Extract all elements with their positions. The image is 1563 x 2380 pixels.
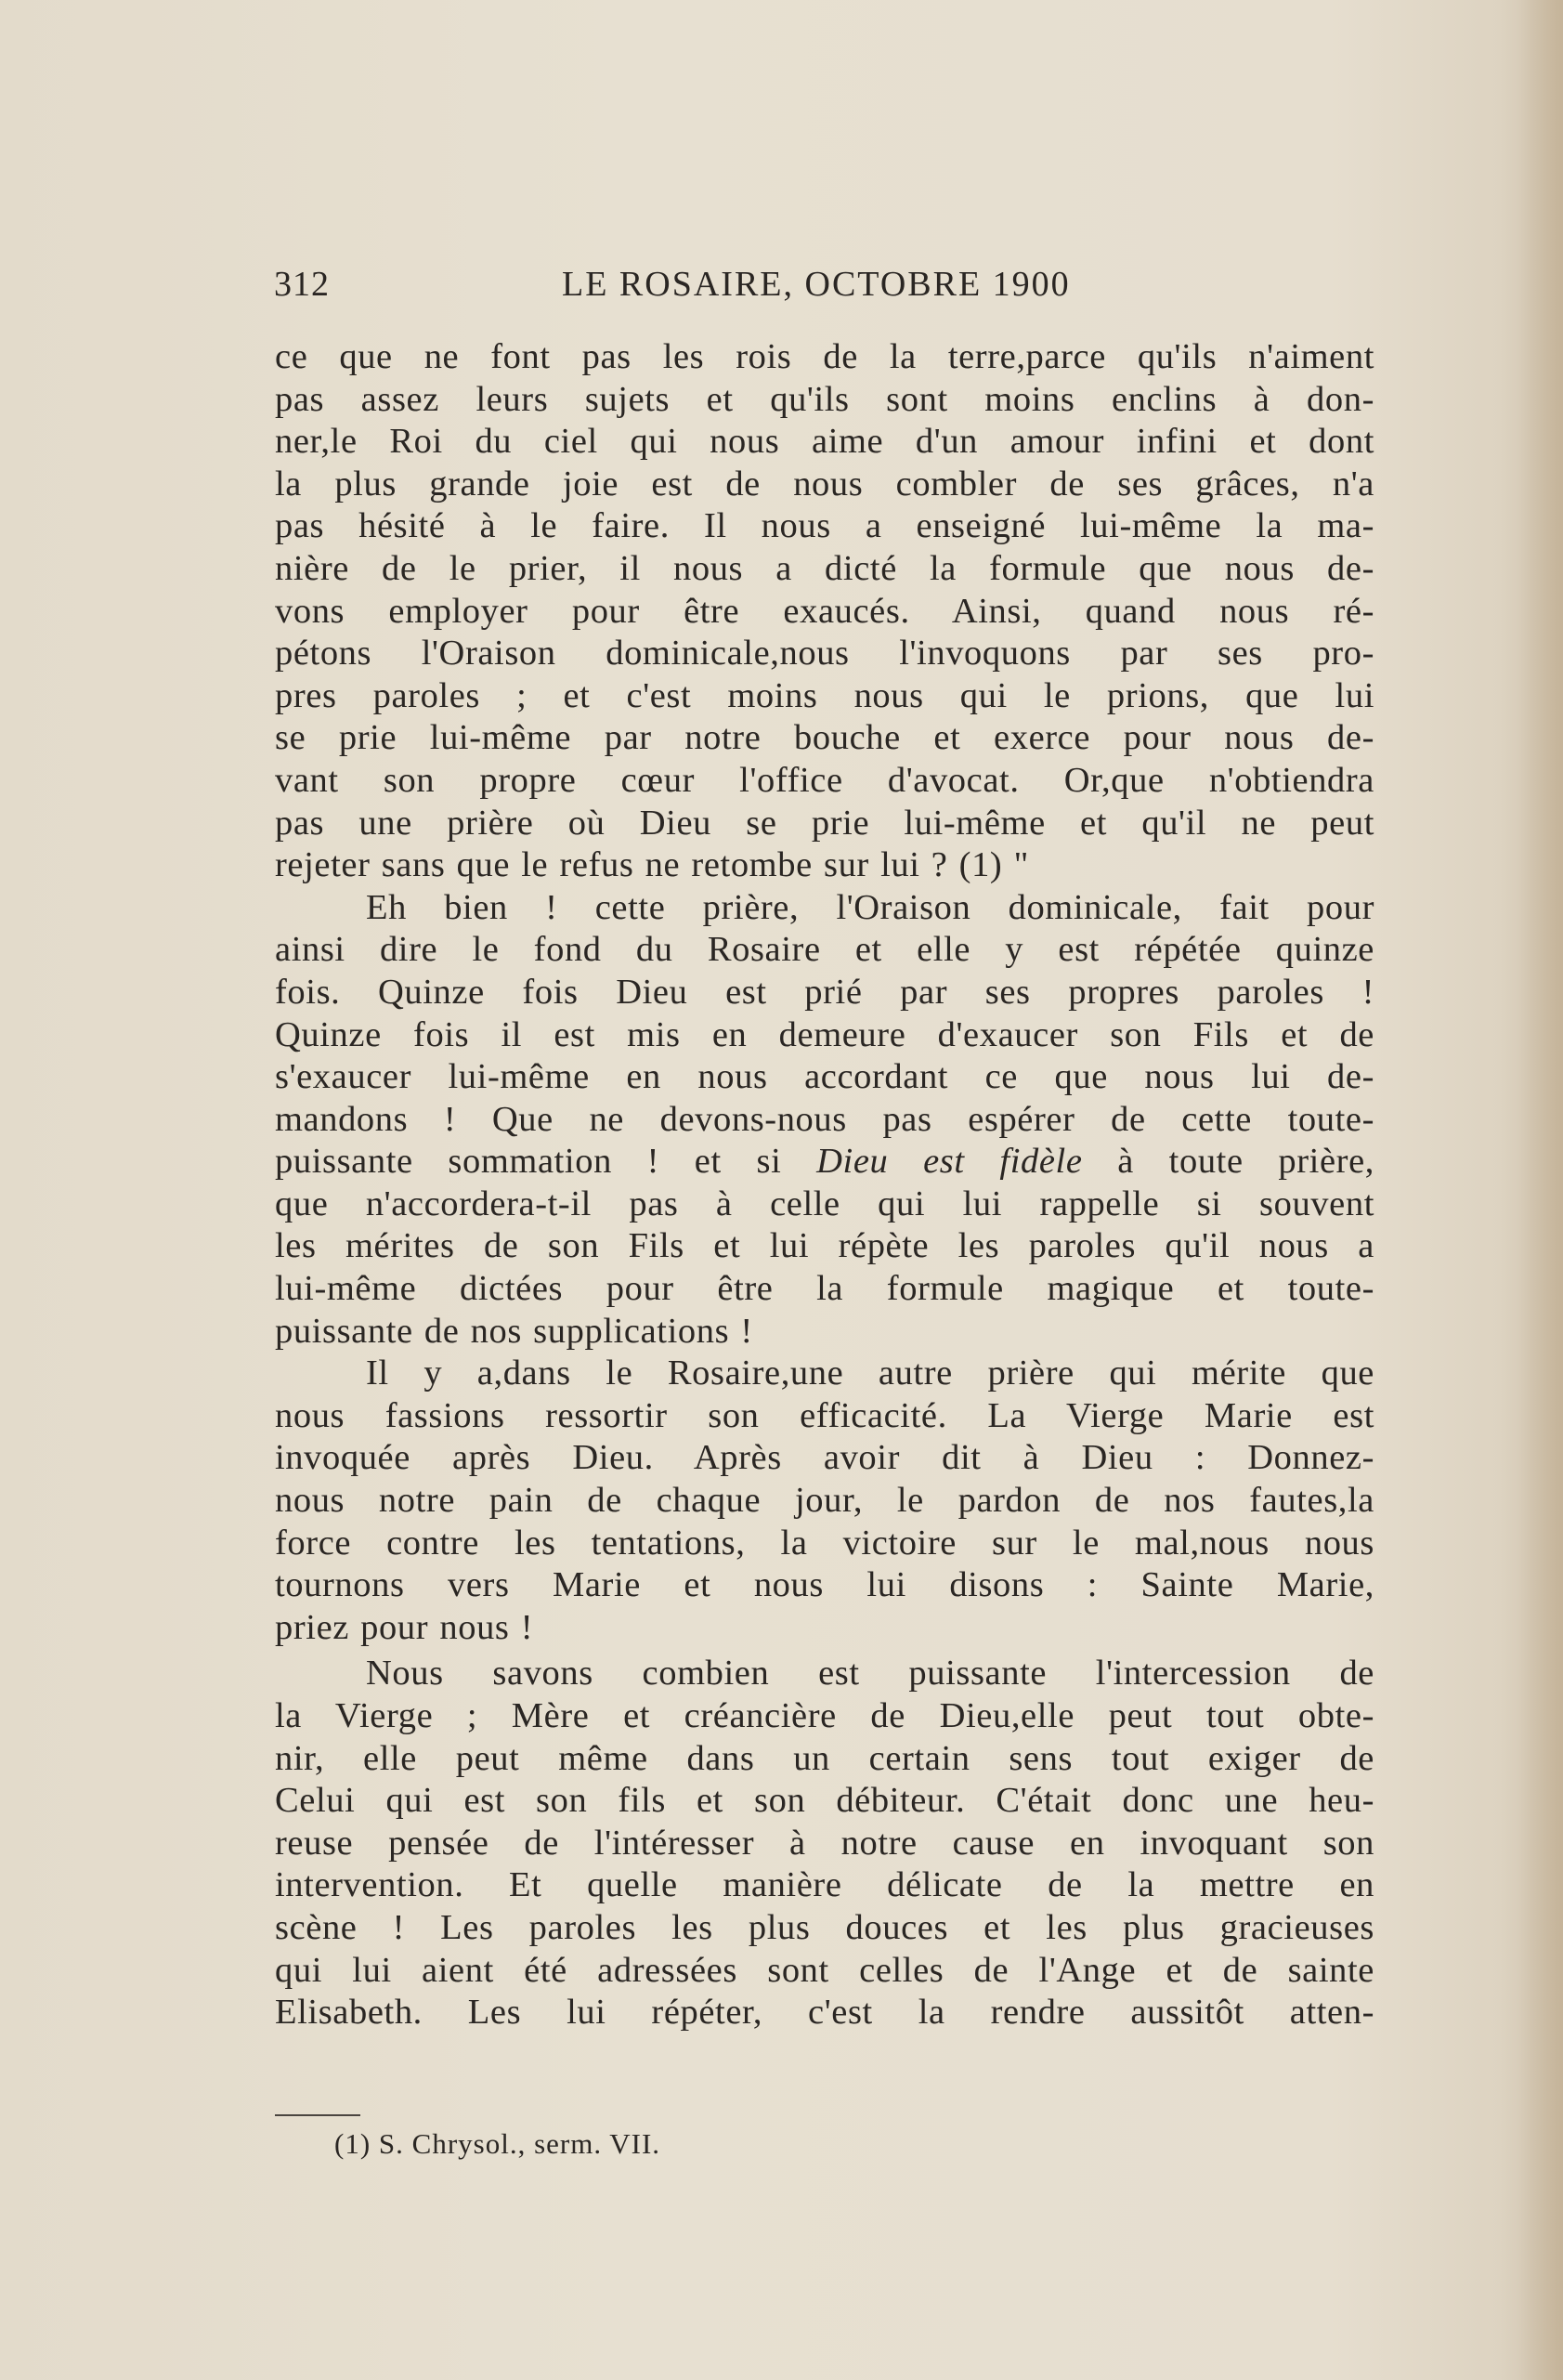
text-line: la Vierge ; Mère et créancière de Dieu,elle peut tout obte- xyxy=(275,1696,1374,1735)
text-segment: puissante sommation ! et si xyxy=(275,1142,782,1182)
text-segment: à toute prière, xyxy=(1082,1142,1374,1182)
text-line: qui lui aient été adressées sont celles de l'Ange et de sainte xyxy=(275,1950,1374,1990)
text-line: pres paroles ; et c'est moins nous qui le prions, que lui xyxy=(275,675,1374,715)
paragraph-start: Il y a,dans le Rosaire,une autre prière qui mérite que xyxy=(366,1353,1374,1393)
text-line: pétons l'Oraison dominicale,nous l'invoquons par ses pro- xyxy=(275,634,1374,673)
text-line: nir, elle peut même dans un certain sens tout exiger de xyxy=(275,1738,1374,1778)
footnote-divider xyxy=(275,2114,360,2116)
text-line: pas hésité à le faire. Il nous a enseigné lui-même la ma- xyxy=(275,506,1374,546)
text-line: vant son propre cœur l'office d'avocat. Or,que n'obtiendra xyxy=(275,760,1374,800)
text-line: intervention. Et quelle manière délicate de la mettre en xyxy=(275,1865,1374,1905)
text-line: vons employer pour être exaucés. Ainsi, quand nous ré- xyxy=(275,591,1374,631)
text-line: nière de le prier, il nous a dicté la formule que nous de- xyxy=(275,548,1374,588)
text-line: invoquée après Dieu. Après avoir dit à Dieu : Donnez- xyxy=(275,1438,1374,1478)
text-line-with-italic xyxy=(275,1141,1374,1183)
text-line: priez pour nous ! xyxy=(275,1607,534,1647)
text-line: tournons vers Marie et nous lui disons : Sainte Marie, xyxy=(275,1565,1374,1605)
italic-phrase: Dieu est fidèle xyxy=(816,1142,1083,1182)
text-line: nous notre pain de chaque jour, le pardon de nos fautes,la xyxy=(275,1481,1374,1521)
page-header xyxy=(274,260,1379,307)
text-line: scène ! Les paroles les plus douces et les plus gracieuses xyxy=(275,1907,1374,1947)
text-line: rejeter sans que le refus ne retombe sur lui ? (1) " xyxy=(275,845,1029,885)
text-line: ce que ne font pas les rois de la terre,parce qu'ils n'aiment xyxy=(275,337,1374,376)
body-text xyxy=(275,336,1374,2034)
text-line: la plus grande joie est de nous combler de ses grâces, n'a xyxy=(275,464,1374,503)
text-line: Elisabeth. Les lui répéter, c'est la rendre aussitôt atten- xyxy=(275,1993,1374,2033)
text-line: s'exaucer lui-même en nous accordant ce que nous lui de- xyxy=(275,1057,1374,1097)
running-head: LE ROSAIRE, OCTOBRE 1900 xyxy=(562,265,1071,304)
page-edge-shadow xyxy=(1518,0,1563,2380)
paragraph-start: Eh bien ! cette prière, l'Oraison dominicale, fait pour xyxy=(366,887,1374,927)
text-line: fois. Quinze fois Dieu est prié par ses propres paroles ! xyxy=(275,972,1374,1012)
text-line: Celui qui est son fils et son débiteur. C'était donc une heu- xyxy=(275,1781,1374,1821)
text-line: se prie lui-même par notre bouche et exerce pour nous de- xyxy=(275,718,1374,758)
text-line: ner,le Roi du ciel qui nous aime d'un amour infini et dont xyxy=(275,422,1374,462)
text-line: ainsi dire le fond du Rosaire et elle y est répétée quinze xyxy=(275,930,1374,970)
footnote: (1) S. Chrysol., serm. VII. xyxy=(334,2127,661,2160)
text-line: reuse pensée de l'intéresser à notre cause en invoquant son xyxy=(275,1823,1374,1863)
page-number: 312 xyxy=(274,265,330,304)
text-line: nous fassions ressortir son efficacité. La Vierge Marie est xyxy=(275,1395,1374,1435)
text-line: pas une prière où Dieu se prie lui-même et qu'il ne peut xyxy=(275,803,1374,843)
text-line: que n'accordera-t-il pas à celle qui lui rappelle si souvent xyxy=(275,1183,1374,1223)
text-line: force contre les tentations, la victoire sur le mal,nous nous xyxy=(275,1523,1374,1563)
text-line: Quinze fois il est mis en demeure d'exaucer son Fils et de xyxy=(275,1014,1374,1054)
text-line: les mérites de son Fils et lui répète les paroles qu'il nous a xyxy=(275,1226,1374,1266)
text-line: mandons ! Que ne devons-nous pas espérer de cette toute- xyxy=(275,1099,1374,1139)
text-line: lui-même dictées pour être la formule magique et toute- xyxy=(275,1269,1374,1309)
text-line: puissante de nos supplications ! xyxy=(275,1311,753,1351)
paragraph-start: Nous savons combien est puissante l'intercession de xyxy=(366,1654,1374,1693)
text-line: pas assez leurs sujets et qu'ils sont moins enclins à don- xyxy=(275,379,1374,419)
